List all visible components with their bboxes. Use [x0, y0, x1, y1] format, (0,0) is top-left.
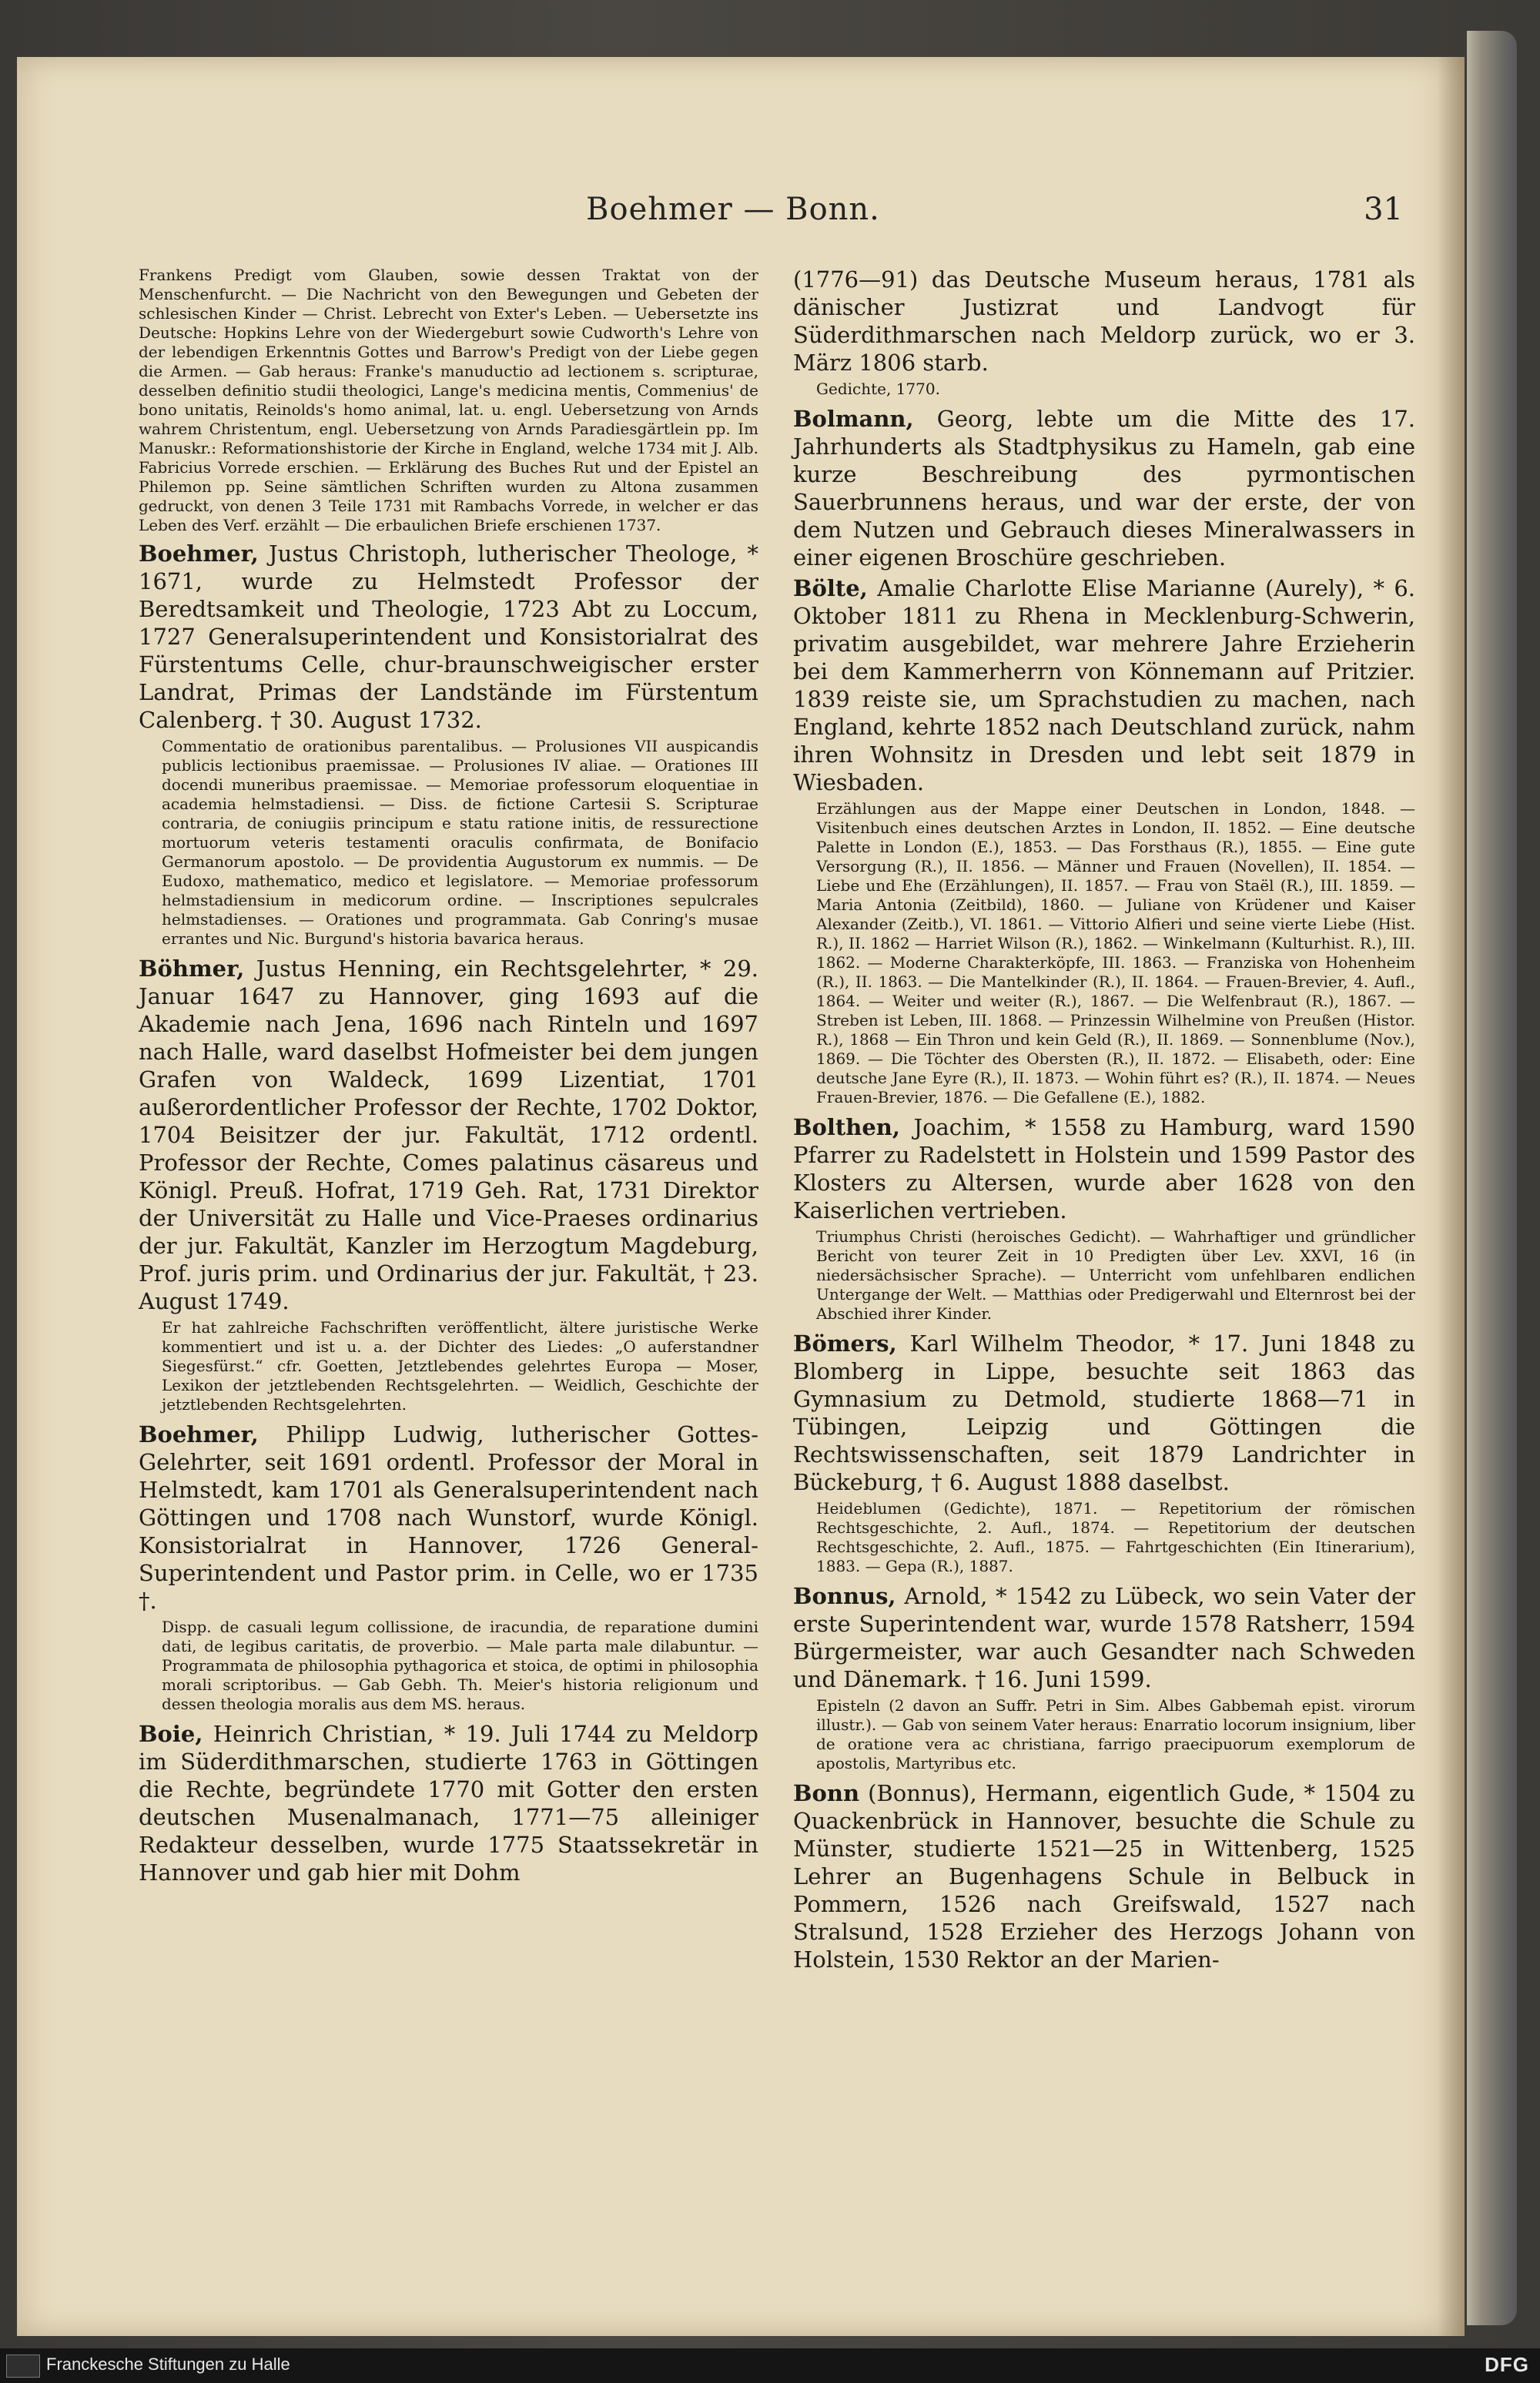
entry-lead: Boehmer, [139, 541, 259, 567]
entry-continuation: Frankens Predigt vom Glauben, sowie dessen Traktat von der Menschenfurcht. — Die Nachricht von den Bewegungen und Gebeten der schlesischen Kinder — Christ. Lebrecht von Exter's Leben. — Uebersetzte ins Deutsche: Hopkins Lehre von der Wiedergeburt sowie Cudworth's Lehre von der lebendigen Erkenntnis Gottes und Barrow's Predigt von der Liebe gegen die Armen. — Gab heraus: Franke's manuductio ad lectionem s. scripturae, desselben definitio studii theologici, Lange's medicina mentis, Commenius' de bono unitatis, Reinolds's homo animal, lat. u. engl. Uebersetzung von Arnds wahrem Christentum, engl. Uebersetzung von Arnds Paradiesgärtlein pp. Im Manuskr.: Reformationshistorie der Kirche in England, welche 1734 mit J. Alb. Fabricius Vorrede erschien. — Erklärung des Buches Rut und der Epistel an Philemon pp. Seine sämtlichen Schriften wurden zu Altona zusammen gedruckt, von denen 3 Teile 1731 mit Rambachs Vorrede, in welcher er das Leben des Verf. erzählt — Die erbaulichen Briefe erschienen 1737. [139, 266, 758, 534]
entry-lead: Böhmer, [139, 956, 245, 982]
left-column [139, 266, 758, 1889]
entry-bolmann [793, 405, 1415, 571]
entry-text: Georg, lebte um die Mitte des 17. Jahrhunderts als Stadtphysikus zu Hameln, gab eine kurze Beschreibung des pyrmontischen Sauerbrunnens heraus, und war der erste, der von dem Nutzen und Gebrauch dieses Mineralwassers in einer eigenen Broschüre geschrieben. [793, 406, 1416, 571]
entry-boemers [793, 1330, 1415, 1496]
entry-lead: Bömers, [793, 1330, 897, 1357]
entry-text: Karl Wilhelm Theodor, * 17. Juni 1848 zu Blomberg in Lippe, besuchte seit 1863 das Gymnasium zu Detmold, studierte 1868—71 in Tübingen, Leipzig und Göttingen die Rechtswissenschaften, seit 1879 Landrichter in Bückeburg, † 6. August 1888 daselbst. [793, 1330, 1416, 1495]
entry-works: Episteln (2 davon an Suffr. Petri in Sim. Albes Gabbemah epist. virorum illustr.). — Gab von seinem Vater heraus: Enarratio locorum insignium, liber de oratione vera ac christiana, farrigo praecipuorum exemplorum de apostolis, Martyribus etc. [816, 1696, 1415, 1772]
entry-text: Philipp Ludwig, lutherischer Gottes-Gelehrter, seit 1691 ordentl. Professor der Moral in Helmstedt, kam 1701 als Generalsuperintendent nach Göttingen und 1708 nach Wunstorf, wurde Königl. Konsistorialrat in Hannover, 1726 General-Superintendent und Pastor prim. in Celle, wo er 1735 †. [139, 1421, 758, 1614]
entry-text: Joachim, * 1558 zu Hamburg, ward 1590 Pfarrer zu Radelstett in Holstein und 1599 Pastor des Klosters zu Altersen, wurde aber 1628 von den Kaiserlichen vertrieben. [793, 1114, 1415, 1223]
entry-text: Arnold, * 1542 zu Lübeck, wo sein Vater der erste Superintendent war, wurde 1578 Ratsherr, 1594 Bürgermeister, war auch Gesandter nach Schweden und Dänemark. † 16. Juni 1599. [793, 1583, 1415, 1692]
entry-works: Er hat zahlreiche Fachschriften veröffentlicht, ältere juristische Werke kommentiert und ist u. a. der Dichter des Liedes: „O auferstandner Siegesfürst.“ cfr. Goetten, Jetztlebendes gelehrtes Europa — Moser, Lexikon der jetztlebenden Rechtsgelehrten. — Weidlich, Geschichte der jetztlebenden Rechtsgelehrten. [162, 1318, 758, 1414]
entry-bonn-hermann [793, 1779, 1415, 1973]
entry-lead: Bölte, [793, 575, 868, 601]
entry-lead: Boie, [139, 1721, 203, 1747]
entry-text: Justus Christoph, lutherischer Theologe, * 1671, wurde zu Helmstedt Professor der Beredtsamkeit und Theologie, 1723 Abt zu Loccum, 1727 Generalsuperintendent und Konsistorialrat des Fürstentums Celle, chur-braunschweigischer erster Landrat, Primas der Landstände im Fürstentum Calenberg. † 30. August 1732. [139, 541, 759, 733]
entry-boehmer-justus-henning [139, 955, 758, 1315]
entry-bonnus-arnold [793, 1582, 1415, 1693]
entry-lead: Boehmer, [139, 1421, 259, 1448]
dfg-logo: DFG [1485, 2353, 1529, 2376]
entry-works: Dispp. de casuali legum collissione, de iracundia, de reparatione dumini dati, de legibus caritatis, de proverbio. — Male parta male dilabuntur. — Programmata de philosophia pythagorica et stoica, de optimi in philosophia morali scriptoribus. — Gab Gebh. Th. Meier's historia religionum und dessen theologia moralis aus dem MS. heraus. [162, 1618, 758, 1713]
page-number: 31 [1364, 192, 1403, 227]
entry-lead: Bolthen, [793, 1114, 900, 1140]
entry-lead: Bonn [793, 1780, 860, 1806]
book-binding-edge [1467, 31, 1517, 2325]
entry-text: Justus Henning, ein Rechtsgelehrter, * 29. Januar 1647 zu Hannover, ging 1693 auf die Akademie nach Jena, 1696 nach Rinteln und 1697 nach Halle, ward daselbst Hofmeister bei dem jungen Grafen von Waldeck, 1699 Lizentiat, 1701 außerordentlicher Professor der Rechte, 1702 Doktor, 1704 Beisitzer der jur. Fakultät, 1712 ordentl. Professor der Rechte, Comes palatinus cäsareus und Königl. Preuß. Hofrat, 1719 Geh. Rat, 1731 Direktor der Universität zu Halle und Vice-Praeses ordinarius der jur. Fakultät, Kanzler im Herzogtum Magdeburg, Prof. juris prim. und Ordinarius der jur. Fakultät, † 23. August 1749. [139, 956, 758, 1314]
entry-works: Triumphus Christi (heroisches Gedicht). — Wahrhaftiger und gründlicher Bericht von teurer Zeit in 10 Predigten über Lev. XXVI, 16 (in niedersächsischer Sprache). — Unterricht vom unfehlbaren endlichen Untergange der Welt. — Matthias oder Predigerwahl und Elternrost bei der Abschied ihrer Kinder. [816, 1227, 1415, 1323]
entry-boehmer-justus-christoph [139, 540, 758, 734]
entry-text: Amalie Charlotte Elise Marianne (Aurely), * 6. Oktober 1811 zu Rhena in Mecklenburg-Schwerin, privatim ausgebildet, war mehrere Jahre Erzieherin bei dem Kammerherrn von Könnemann auf Pritzier. 1839 reiste sie, um Sprachstudien zu machen, nach England, kehrte 1852 nach Deutschland zurück, nahm ihren Wohnsitz in Dresden und lebt seit 1879 in Wiesbaden. [793, 575, 1415, 795]
viewer-footer [0, 2348, 1540, 2383]
entry-works: Commentatio de orationibus parentalibus. — Prolusiones VII auspicandis publicis lectionibus praemissae. — Prolusiones IV aliae. — Orationes III docendi muneribus praemissae. — Memoriae professorum eloquentiae in academia helmstadiensi. — Diss. de fictione Cartesii S. Scripturae contraria, de coniugiis principum e statu ratione initis, de ressurectione mortuorum veteris testamenti oraculis confirmata, de Bonifacio Germanorum apostolo. — De providentia Augustorum ex nummis. — De Eudoxo, mathematico, medico et legislatore. — Memoriae professorum helmstadiensium in medicorum ordine. — Inscriptiones sepulcrales helmstadienses. — Orationes und programmata. Gab Conring's musae errantes und Nic. Burgund's historia bavarica heraus. [162, 737, 758, 948]
page-header [63, 192, 1403, 238]
entry-works: Erzählungen aus der Mappe einer Deutschen in London, 1848. — Visitenbuch eines deutschen Arztes in London, II. 1852. — Eine deutsche Palette in London (E.), 1853. — Das Forsthaus (R.), 1855. — Eine gute Versorgung (R.), II. 1856. — Männer und Frauen (Novellen), II. 1854. — Liebe und Ehe (Erzählungen), II. 1857. — Frau von Staël (R.), III. 1859. — Maria Antonia (Zeitbild), 1860. — Juliane von Krüdener und Kaiser Alexander (Zeitb.), VI. 1861. — Vittorio Alfieri und seine vierte Liebe (Hist. R.), II. 1862 — Harriet Wilson (R.), 1862. — Winkelmann (Kulturhist. R.), III. 1862. — Moderne Charakterköpfe, III. 1863. — Franziska von Hohenheim (R.), II. 1863. — Die Mantelkinder (R.), II. 1864. — Frauen-Brevier, 4. Aufl., 1864. — Weiter und weiter (R.), 1867. — Die Welfenbraut (R.), 1867. — Streben ist Leben, III. 1868. — Prinzessin Wilhelmine von Preußen (Histor. R.), 1868 — Ein Thron und kein Geld (R.), II. 1869. — Sonnenblume (Nov.), 1869. — Die Töchter des Obersten (R.), II. 1872. — Elisabeth, oder: Eine deutsche Jane Eyre (R.), II. 1873. — Wohin führt es? (R.), II. 1874. — Neues Frauen-Brevier, 1876. — Die Gefallene (E.), 1882. [816, 799, 1415, 1106]
institution-name: Franckesche Stiftungen zu Halle [46, 2355, 290, 2374]
entry-boelte [793, 574, 1415, 796]
entry-boie-continuation: (1776—91) das Deutsche Museum heraus, 1781 als dänischer Justizrat und Landvogt für Süderdithmarschen nach Meldorp zurück, wo er 3. März 1806 starb. [793, 266, 1415, 376]
entry-bolthen [793, 1113, 1415, 1224]
entry-boie [139, 1720, 758, 1886]
running-title: Boehmer — Bonn. [586, 192, 880, 227]
entry-text: Heinrich Christian, * 19. Juli 1744 zu Meldorp im Süderdithmarschen, studierte 1763 in Göttingen die Rechte, begründete 1770 mit Gotter den ersten deutschen Musenalmanach, 1771—75 alleiniger Redakteur desselben, wurde 1775 Staatssekretär in Hannover und gab hier mit Dohm [139, 1721, 758, 1886]
entry-boehmer-philipp-ludwig [139, 1421, 758, 1615]
entry-lead: Bonnus, [793, 1583, 896, 1609]
institution-logo-icon [6, 2355, 40, 2378]
entry-text: (Bonnus), Hermann, eigentlich Gude, * 1504 zu Quackenbrück in Hannover, besuchte die Schule zu Münster, studierte 1521—25 in Wittenberg, 1525 Lehrer an Bugenhagens Schule in Belbuck in Pommern, 1526 nach Greifswald, 1527 nach Stralsund, 1528 Erzieher des Herzogs Johann von Holstein, 1530 Rektor an der Marien- [793, 1780, 1415, 1973]
right-column [793, 266, 1415, 1976]
entry-works: Gedichte, 1770. [816, 380, 940, 398]
entry-works: Heideblumen (Gedichte), 1871. — Repetitorium der römischen Rechtsgeschichte, 2. Aufl., 1874. — Repetitorium der deutschen Rechtsgeschichte, 2. Aufl., 1875. — Fahrtgeschichten (Ein Itinerarium), 1883. — Gepa (R.), 1887. [816, 1499, 1415, 1575]
entry-lead: Bolmann, [793, 406, 914, 432]
